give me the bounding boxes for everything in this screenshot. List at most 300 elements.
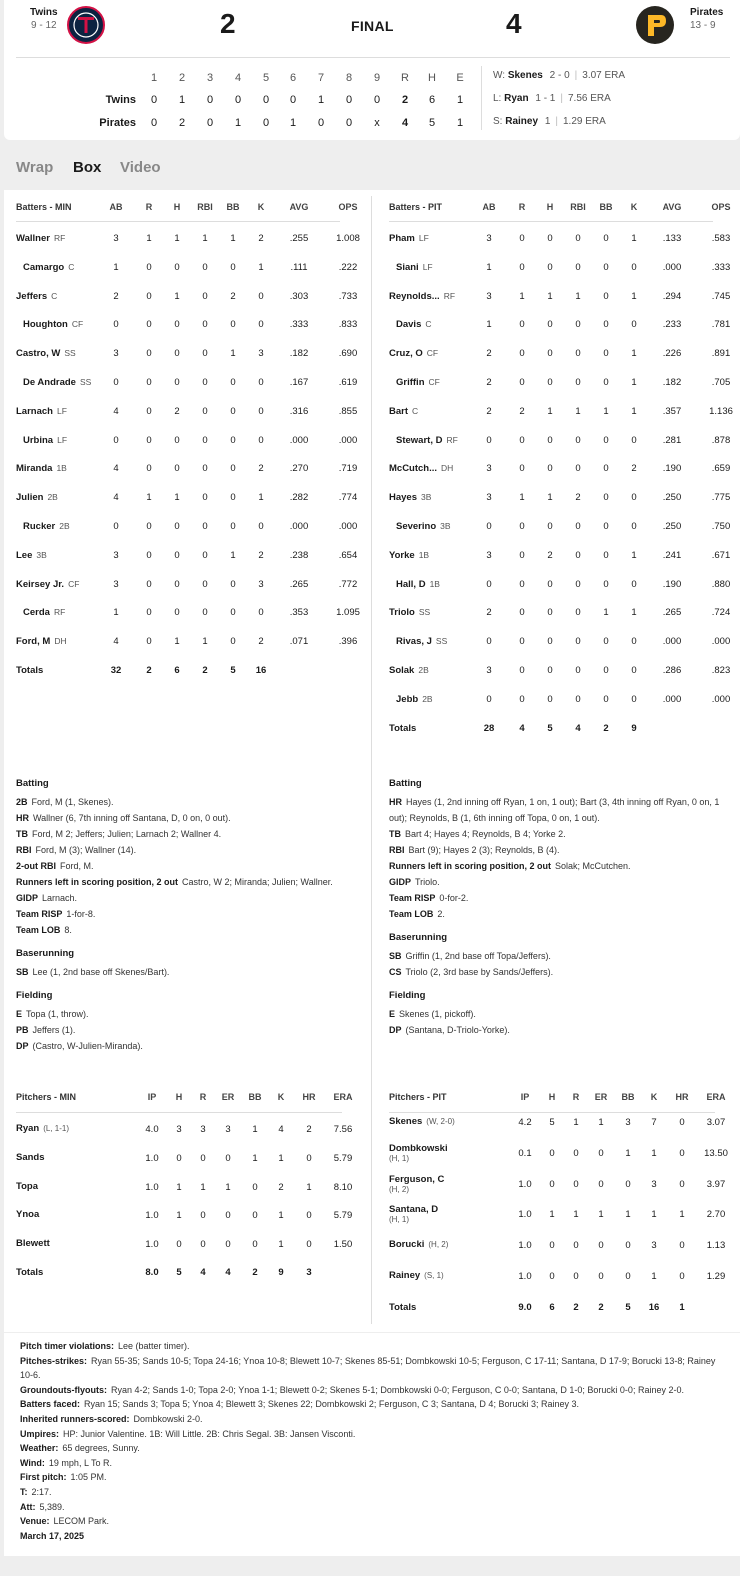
batter-row[interactable] (389, 607, 729, 621)
pitcher-name-cell[interactable] (389, 1175, 444, 1195)
batter-row[interactable] (389, 233, 729, 247)
away-score: 2 (220, 8, 236, 39)
stat-cell: 3 (176, 1124, 182, 1135)
stat-cell: 0 (603, 233, 609, 244)
pitcher-name[interactable]: Sands (16, 1151, 45, 1163)
pitching-header-row (389, 1092, 740, 1106)
stat-cell: 4 (113, 492, 119, 504)
batter-name[interactable] (16, 291, 57, 302)
stat-cell: 0 (549, 1271, 555, 1282)
batter-name[interactable] (23, 607, 65, 618)
pitcher-row[interactable] (389, 1173, 729, 1199)
stat-cell: 0 (174, 521, 180, 532)
stat-cell: 0 (575, 434, 581, 446)
stat-cell: 0 (547, 233, 553, 244)
batter-name[interactable] (16, 636, 67, 647)
batter-name[interactable] (396, 636, 447, 647)
pitcher-row[interactable] (389, 1240, 729, 1260)
player-position: 1B (56, 463, 67, 474)
player-name[interactable]: Solak (389, 665, 415, 676)
stat-cell: .250 (662, 521, 682, 532)
pitcher-name-cell[interactable] (389, 1240, 448, 1250)
stat-cell: 13.50 (704, 1147, 728, 1159)
column-header-r[interactable]: R (572, 1092, 580, 1102)
linescore-team-name[interactable]: Twins (105, 94, 136, 106)
column-header-h[interactable]: H (175, 1092, 183, 1102)
player-name[interactable]: Bart (389, 405, 409, 417)
notes-text: Ford, M (1, Skenes). (31, 797, 114, 807)
pitcher-name-cell[interactable] (16, 1239, 50, 1249)
notes-section-heading: Fielding (16, 990, 53, 1001)
player-name[interactable]: Stewart, D (396, 434, 443, 446)
batter-name[interactable] (389, 233, 429, 244)
batter-row[interactable] (389, 405, 733, 420)
batter-name[interactable] (396, 521, 451, 532)
player-name[interactable]: Griffin (396, 377, 425, 388)
stat-cell: 1.0 (518, 1271, 532, 1282)
pitcher-name-cell[interactable] (389, 1117, 455, 1127)
notes-line (16, 826, 361, 842)
batter-row[interactable] (16, 262, 356, 276)
stat-cell: 0 (200, 1152, 206, 1164)
stat-cell: 0 (575, 463, 581, 475)
game-info (20, 1339, 730, 1543)
batter-row[interactable] (16, 550, 356, 564)
pitcher-row[interactable] (16, 1210, 356, 1230)
stat-cell: 0 (549, 1178, 555, 1190)
batter-name[interactable] (389, 348, 438, 359)
linescore-header: 8 (345, 72, 353, 84)
column-header-k[interactable]: K (257, 202, 265, 212)
batter-name[interactable] (23, 377, 91, 388)
player-name[interactable]: Camargo (23, 261, 65, 273)
pitcher-name[interactable]: Ferguson, C (389, 1173, 445, 1185)
batter-name[interactable] (23, 521, 70, 532)
stat-cell: 1 (603, 405, 609, 417)
totals-cell: 2 (598, 1301, 604, 1313)
stat-cell: .333 (711, 261, 731, 273)
stat-cell: .222 (338, 261, 358, 273)
notes-text: Hayes (1, 2nd inning off Ryan, 1 on, 1 out); Bart (3, 4th inning off Ryan, 0 on, 1 out); Reynolds, B (1, 6th inning off Topa, 0 on, 1 out). (389, 797, 720, 823)
column-header-er[interactable]: ER (594, 1092, 608, 1102)
batter-row[interactable] (389, 291, 729, 305)
player-name[interactable]: Houghton (23, 319, 68, 331)
stat-cell: 0 (174, 607, 180, 619)
column-header-ip[interactable]: IP (520, 1092, 530, 1102)
game-info-value: 19 mph, L To R. (48, 1457, 112, 1468)
stat-cell: 2 (258, 233, 264, 244)
batter-name[interactable] (396, 435, 458, 446)
player-name[interactable]: Triolo (389, 607, 415, 619)
player-name[interactable]: Keirsey Jr. (16, 578, 65, 590)
notes-label: Runners left in scoring position, 2 out (16, 877, 179, 887)
tab-wrap[interactable]: Wrap (16, 159, 54, 176)
column-header-bb[interactable]: BB (621, 1092, 635, 1102)
column-header-r[interactable]: R (518, 202, 526, 212)
stat-cell: 0 (625, 1240, 631, 1252)
column-header-era[interactable]: ERA (706, 1092, 726, 1102)
batter-row[interactable] (16, 636, 356, 650)
notes-text: Topa (1, throw). (26, 1009, 89, 1019)
linescore-cell: 1 (234, 117, 242, 129)
batter-name[interactable] (396, 694, 433, 705)
batter-row[interactable] (16, 579, 356, 593)
notes-line (389, 1022, 734, 1038)
batter-row[interactable] (389, 463, 729, 477)
stat-cell: .671 (711, 549, 731, 561)
batter-name[interactable] (16, 463, 67, 474)
player-position: 3B (421, 492, 432, 503)
player-name[interactable]: Siani (396, 261, 419, 273)
batter-row[interactable] (16, 492, 356, 506)
linescore-cell: 4 (401, 117, 409, 129)
player-name[interactable]: Davis (396, 319, 422, 331)
pitcher-name-cell[interactable] (16, 1124, 69, 1134)
stat-cell: .775 (711, 492, 731, 504)
notes-label: TB (16, 829, 28, 839)
pitcher-row[interactable] (389, 1271, 729, 1291)
batter-row[interactable] (16, 377, 356, 391)
batter-name[interactable] (16, 492, 58, 503)
game-info-value: Lee (batter timer). (118, 1341, 190, 1351)
stat-cell: 0 (306, 1210, 312, 1222)
linescore-team-name[interactable]: Pirates (99, 117, 136, 129)
pitcher-name[interactable]: Ryan (16, 1123, 40, 1134)
batter-row[interactable] (16, 233, 360, 247)
pitcher-row[interactable] (389, 1204, 729, 1229)
game-info-label: First pitch: (20, 1472, 67, 1483)
game-info-value: HP: Junior Valentine. 1B: Will Little. 2B: Chris Segal. 3B: Jansen Visconti. (63, 1428, 356, 1439)
batter-name[interactable] (16, 233, 65, 244)
stat-cell: 0 (575, 607, 581, 619)
totals-cell: 1 (679, 1301, 685, 1313)
player-position: CF (428, 377, 440, 387)
column-header-k[interactable]: K (650, 1092, 658, 1102)
player-name[interactable]: Castro, W (16, 348, 61, 360)
player-name[interactable]: Yorke (389, 549, 415, 561)
stat-cell: 0 (625, 1271, 631, 1282)
pitcher-name[interactable]: Skenes (389, 1116, 423, 1127)
player-name[interactable]: McCutch... (389, 463, 438, 475)
pitcher-row[interactable] (16, 1239, 356, 1259)
notes-text: (Castro, W-Julien-Miranda). (32, 1041, 143, 1051)
player-position: LF (56, 405, 67, 416)
pitcher-name-cell[interactable] (389, 1144, 448, 1164)
batting-header-row (389, 202, 740, 216)
column-header-ab[interactable]: AB (482, 202, 496, 212)
player-name[interactable]: Jebb (396, 693, 419, 705)
batter-name[interactable] (16, 348, 76, 359)
stat-cell: 0 (575, 377, 581, 388)
totals-cell: 5 (625, 1301, 631, 1313)
batter-name[interactable] (23, 262, 74, 273)
player-name[interactable]: Jeffers (16, 290, 48, 302)
player-name[interactable]: Cerda (23, 607, 50, 619)
pitcher-name[interactable]: Borucki (389, 1239, 425, 1251)
totals-cell: 2 (146, 665, 152, 676)
batter-name[interactable] (389, 550, 429, 561)
player-name[interactable]: Miranda (16, 463, 53, 475)
totals-cell: 2 (573, 1301, 579, 1313)
column-header-rbi[interactable]: RBI (570, 202, 586, 212)
stat-cell: 0 (598, 1178, 604, 1190)
column-header-bb[interactable]: BB (248, 1092, 262, 1102)
player-name[interactable]: Lee (16, 549, 33, 561)
batter-name[interactable] (389, 492, 431, 503)
stat-cell: 0 (603, 434, 609, 446)
batter-row[interactable] (389, 665, 729, 679)
player-name[interactable]: Larnach (16, 405, 53, 417)
player-position: LF (418, 233, 429, 243)
stat-cell: 0 (575, 665, 581, 676)
stat-cell: 0 (631, 521, 637, 532)
batter-name[interactable] (396, 319, 432, 330)
divider (4, 1332, 740, 1333)
stat-cell: 1 (306, 1181, 312, 1193)
batter-row[interactable] (389, 694, 729, 708)
stat-cell: 0 (573, 1271, 579, 1282)
save-record: 1 (544, 116, 551, 127)
pitcher-name[interactable]: Topa (16, 1180, 38, 1192)
tab-box[interactable]: Box (73, 159, 102, 176)
stat-cell: 2 (631, 463, 637, 475)
player-name[interactable]: Ford, M (16, 636, 51, 648)
stat-cell: 0 (146, 405, 152, 417)
pitcher-row[interactable] (16, 1153, 356, 1173)
totals-cell: 9 (631, 722, 637, 734)
stat-cell: 3 (651, 1178, 657, 1190)
batter-row[interactable] (389, 348, 729, 362)
pitcher-name[interactable]: Ynoa (16, 1209, 40, 1221)
win-name[interactable]: Skenes (507, 70, 543, 81)
batter-row[interactable] (16, 406, 356, 420)
notes-text: Lee (1, 2nd base off Skenes/Bart). (32, 967, 170, 977)
twins-logo-icon (69, 8, 103, 42)
column-header-ops[interactable]: OPS (711, 202, 731, 212)
column-header-r[interactable]: R (199, 1092, 207, 1102)
linescore-cell: 0 (150, 94, 158, 106)
column-header-avg[interactable]: AVG (662, 202, 682, 212)
stat-cell: 2 (519, 405, 525, 417)
stat-cell: .880 (711, 578, 731, 590)
notes-line (16, 1038, 361, 1054)
batter-row[interactable] (16, 291, 356, 305)
pitcher-name[interactable]: Blewett (16, 1238, 50, 1250)
stat-cell: 0 (519, 693, 525, 705)
player-name[interactable]: Hayes (389, 492, 417, 504)
stat-cell: 1.008 (336, 233, 360, 244)
batter-row[interactable] (16, 319, 356, 333)
column-header-hr[interactable]: HR (675, 1092, 689, 1102)
notes-line (389, 948, 734, 964)
notes-label: Team RISP (389, 893, 436, 903)
linescore-cell: 1 (456, 94, 464, 106)
loss-name[interactable]: Ryan (504, 93, 529, 104)
batter-row[interactable] (16, 435, 356, 449)
player-name[interactable]: Rucker (23, 521, 56, 532)
stat-cell: 0 (603, 463, 609, 475)
save-name[interactable]: Rainey (505, 116, 539, 127)
game-info-label: Inherited runners-scored: (20, 1413, 130, 1424)
stat-cell: 0 (575, 319, 581, 331)
home-score: 4 (506, 8, 522, 39)
notes-line (16, 842, 361, 858)
column-header-rbi[interactable]: RBI (197, 202, 213, 212)
player-name[interactable]: Cruz, O (389, 348, 423, 360)
column-header-er[interactable]: ER (221, 1092, 235, 1102)
pitcher-name[interactable]: Dombkowski (389, 1142, 448, 1154)
stat-cell: 1 (598, 1117, 604, 1128)
batter-name[interactable] (396, 579, 440, 590)
batter-name[interactable] (389, 463, 453, 474)
tab-video[interactable]: Video (120, 159, 161, 176)
batter-name[interactable] (389, 607, 430, 618)
save-era: 1.29 ERA (562, 116, 606, 127)
stat-cell: 0 (631, 261, 637, 273)
game-info-line (20, 1427, 730, 1442)
batter-row[interactable] (16, 463, 356, 477)
stat-cell: 0 (202, 463, 208, 475)
stat-cell: 0 (625, 1178, 631, 1190)
stat-cell: 0 (603, 578, 609, 590)
stat-cell: 2.70 (706, 1209, 726, 1221)
stat-cell: 0 (486, 434, 492, 446)
pitcher-name-cell[interactable] (16, 1182, 38, 1192)
game-info-label: Venue: (20, 1516, 50, 1527)
notes-line (389, 826, 734, 842)
pitcher-name[interactable]: Santana, D (389, 1204, 439, 1216)
pitcher-row[interactable] (389, 1117, 729, 1137)
column-header-hr[interactable]: HR (302, 1092, 316, 1102)
batter-row[interactable] (16, 348, 356, 362)
stat-cell: 0 (603, 693, 609, 705)
pitcher-name[interactable]: Rainey (389, 1270, 421, 1281)
totals-row (389, 1302, 729, 1316)
win-label: W: (493, 70, 506, 81)
column-header-avg[interactable]: AVG (289, 202, 309, 212)
pitcher-name-cell[interactable] (389, 1205, 438, 1225)
stat-cell: 0 (519, 261, 525, 273)
notes-label: E (16, 1009, 23, 1019)
column-header-h[interactable]: H (173, 202, 181, 212)
player-position: RF (53, 233, 66, 243)
stat-cell: 1 (519, 290, 525, 302)
home-team-name: Pirates (690, 7, 724, 18)
batter-row[interactable] (389, 521, 729, 535)
player-position: RF (53, 607, 66, 618)
batter-row[interactable] (389, 579, 729, 593)
game-info-label: Att: (20, 1501, 36, 1512)
game-info-value: 2:17. (31, 1486, 52, 1497)
batter-name[interactable] (16, 579, 79, 590)
column-header-ops[interactable]: OPS (338, 202, 358, 212)
stat-cell: .724 (711, 607, 731, 619)
batter-name[interactable] (389, 665, 429, 676)
notes-text: 0-for-2. (439, 893, 469, 903)
player-name[interactable]: Wallner (16, 233, 50, 244)
batter-name[interactable] (23, 435, 67, 446)
column-header-bb[interactable]: BB (599, 202, 613, 212)
batter-name[interactable] (396, 262, 433, 273)
player-name[interactable]: Hall, D (396, 578, 426, 590)
column-header-k[interactable]: K (630, 202, 638, 212)
player-name[interactable]: Julien (16, 492, 44, 504)
player-name[interactable]: De Andrade (23, 377, 76, 388)
column-header-ip[interactable]: IP (147, 1092, 157, 1102)
stat-cell: 0 (306, 1239, 312, 1251)
player-name[interactable]: Pham (389, 233, 415, 244)
stat-cell: 0 (575, 261, 581, 273)
batter-name[interactable] (389, 291, 455, 302)
column-header-bb[interactable]: BB (226, 202, 240, 212)
stat-cell: 8.10 (333, 1181, 353, 1193)
stat-cell: 5.79 (333, 1152, 353, 1164)
batter-row[interactable] (389, 636, 729, 650)
pitcher-name-cell[interactable] (16, 1210, 39, 1220)
player-name[interactable]: Rivas, J (396, 636, 432, 648)
player-name[interactable]: Severino (396, 521, 437, 532)
column-header-era[interactable]: ERA (333, 1092, 353, 1102)
save-pitcher: S: Rainey 1 | 1.29 ERA (493, 116, 606, 127)
column-header-k[interactable]: K (277, 1092, 285, 1102)
notes-label: TB (389, 829, 401, 839)
column-header-r[interactable]: R (145, 202, 153, 212)
player-position: SS (64, 348, 76, 359)
column-header-h[interactable]: H (546, 202, 554, 212)
player-name[interactable]: Reynolds... (389, 290, 440, 302)
pitcher-row[interactable] (16, 1182, 356, 1202)
player-position: C (51, 290, 58, 301)
pitcher-row[interactable] (389, 1142, 729, 1168)
batter-name[interactable] (16, 406, 67, 417)
batter-row[interactable] (16, 607, 360, 621)
pitcher-row[interactable] (16, 1124, 356, 1144)
linescore-cell: 0 (373, 94, 381, 106)
player-name[interactable]: Urbina (23, 434, 54, 446)
player-position: 3B (36, 549, 47, 560)
stat-cell: 0 (258, 319, 264, 331)
batter-name[interactable] (389, 406, 418, 417)
batter-row[interactable] (389, 492, 729, 506)
batter-name[interactable] (16, 550, 47, 561)
stat-cell: 0 (202, 405, 208, 417)
batter-row[interactable] (389, 319, 729, 333)
game-info-line (20, 1456, 730, 1471)
stat-cell: 0 (146, 377, 152, 388)
batter-name[interactable] (23, 319, 83, 330)
stat-cell: .733 (338, 290, 358, 302)
stat-cell: 4 (113, 463, 119, 475)
column-header-h[interactable]: H (548, 1092, 556, 1102)
column-header-ab[interactable]: AB (109, 202, 123, 212)
notes-text: 2. (437, 909, 445, 919)
batter-row[interactable] (389, 262, 729, 276)
stat-cell: 0 (519, 319, 525, 331)
totals-cell: 2 (252, 1267, 258, 1278)
player-position: RF (443, 290, 456, 301)
batter-name[interactable] (396, 377, 440, 388)
stat-cell: 3 (625, 1117, 631, 1128)
stat-cell: 1 (625, 1209, 631, 1221)
pitcher-name-cell[interactable] (16, 1153, 45, 1163)
batter-row[interactable] (389, 377, 729, 391)
stat-cell: 0 (113, 319, 119, 331)
stat-cell: 0 (174, 261, 180, 273)
batter-row[interactable] (389, 550, 729, 564)
pitcher-name-cell[interactable] (389, 1271, 444, 1281)
batter-row[interactable] (389, 435, 729, 449)
batter-row[interactable] (16, 521, 356, 535)
